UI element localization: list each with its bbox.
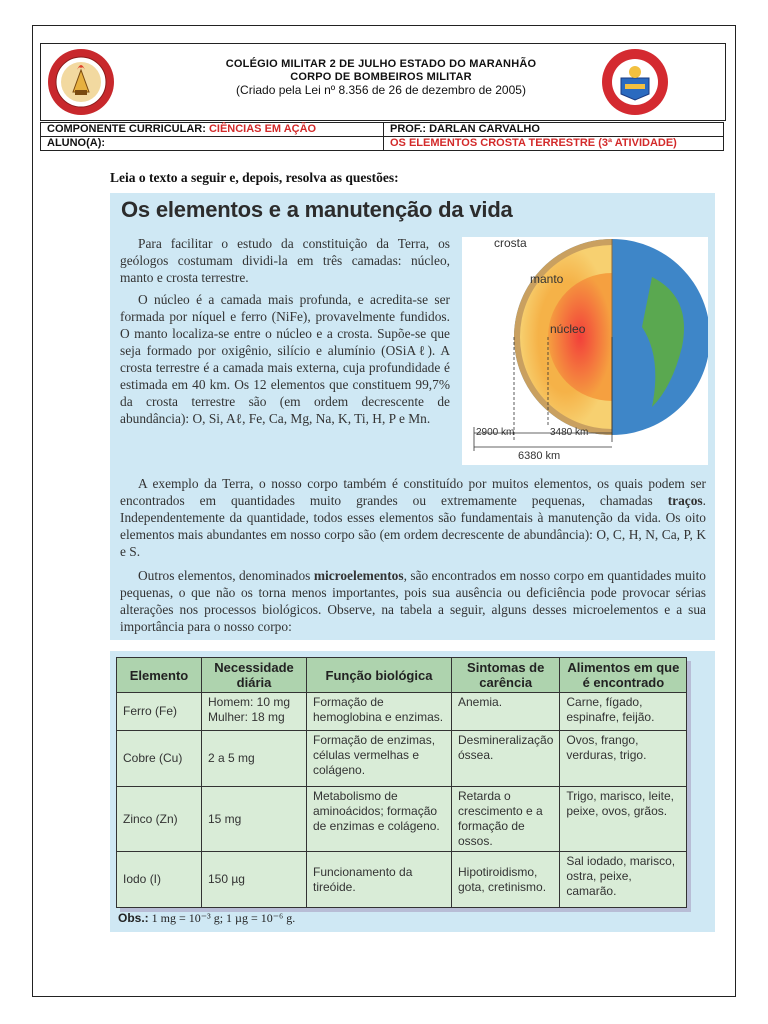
table-row: [117, 731, 687, 787]
paragraph-microelements: [120, 567, 706, 635]
p3-text-a: A exemplo da Terra, o nosso corpo também é constituído por muitos elementos, os quais podem ser encontrados em quantidades muito grandes ou extremamente pequenas, chamadas: [120, 476, 706, 508]
label-mantle: manto: [530, 272, 564, 286]
school-name: COLÉGIO MILITAR 2 DE JULHO ESTADO DO MARANHÃO: [225, 58, 537, 70]
table-row: [117, 693, 687, 731]
dimension-earth-radius: 6380 km: [518, 450, 561, 462]
article-panel: [110, 193, 715, 640]
cell-function: Formação de enzimas, células vermelhas e colágeno.: [307, 731, 452, 787]
school-header: [40, 43, 726, 121]
col-header-deficiency: Sintomas de carência: [452, 658, 560, 693]
cell-foods: Trigo, marisco, leite, peixe, ovos, grãos.: [560, 787, 687, 852]
cell-function: Metabolismo de aminoácidos; formação de enzimas e colágeno.: [307, 787, 452, 852]
curricular-component-value: CIÊNCIAS EM AÇÃO: [208, 123, 317, 135]
cell-daily-need: 15 mg: [202, 787, 307, 852]
cell-daily-need: Homem: 10 mg Mulher: 18 mg: [202, 693, 307, 731]
cell-deficiency: Retarda o crescimento e a formação de ossos.: [452, 787, 560, 852]
cell-foods: Sal iodado, marisco, ostra, peixe, camarão.: [560, 852, 687, 908]
curricular-component-label: COMPONENTE CURRICULAR:: [47, 123, 209, 135]
col-header-foods: Alimentos em que é encontrado: [560, 658, 687, 693]
p3-text-c: . Independentemente da quantidade, todos esses elementos são fundamentais à manutenção da vida. Os oito elementos mais abundantes em nosso corpo são (em ordem decrescente de abundância): O, C, H, N, Ca, P, K e S.: [120, 493, 706, 559]
cell-function: Funcionamento da tireóide.: [307, 852, 452, 908]
cell-foods: Ovos, frango, verduras, trigo.: [560, 731, 687, 787]
cell-element: Ferro (Fe): [117, 693, 202, 731]
activity-title: OS ELEMENTOS CROSTA TERRESTRE (3ª ATIVIDADE): [384, 137, 724, 151]
paragraph-core: O núcleo é a camada mais profunda, e acredita-se ser formada por níquel e ferro (NiFe), provavelmente fundidos. O manto localiza-se entre o núcleo e a crosta. Supõe-se que seja formado por oxigênio, silício e alumínio (OSiAℓ). A crosta terrestre é a camada mais externa, cuja profundidade é estimada em 40 km. Os 12 elementos que constituem 99,7% da crosta terrestre são (em ordem decrescente de abundância): O, Si, Aℓ, Fe, Ca, Mg, Na, K, Ti, H, P e Mn.: [120, 292, 450, 426]
earth-layers-diagram: [462, 237, 708, 465]
student-name-field[interactable]: ALUNO(A):: [41, 137, 384, 151]
cell-function: Formação de hemoglobina e enzimas.: [307, 693, 452, 731]
article-title: Os elementos e a manutenção da vida: [121, 197, 513, 222]
table-header-row: [117, 658, 687, 693]
label-core: núcleo: [550, 322, 586, 336]
table-row: [117, 787, 687, 852]
p4-text-a: Outros elementos, denominados: [138, 568, 314, 583]
table-panel: [110, 651, 715, 932]
p3-term-tracos: traços: [667, 493, 703, 508]
footnote-text: 1 mg = 10⁻³ g; 1 µg = 10⁻⁶ g.: [148, 911, 296, 925]
cell-element: Iodo (I): [117, 852, 202, 908]
paragraph-body-elements: [120, 475, 706, 560]
col-header-element: Elemento: [117, 658, 202, 693]
student-info-table: [40, 122, 724, 151]
cell-element: Cobre (Cu): [117, 731, 202, 787]
school-law: (Criado pela Lei nº 8.356 de 26 de dezembro de 2005): [236, 83, 526, 97]
teacher-cell: PROF.: DARLAN CARVALHO: [384, 123, 724, 137]
col-header-daily-need: Necessidade diária: [202, 658, 307, 693]
cell-deficiency: Hipotiroidismo, gota, cretinismo.: [452, 852, 560, 908]
cell-daily-need: 150 µg: [202, 852, 307, 908]
cell-deficiency: Desmineralização óssea.: [452, 731, 560, 787]
p4-term-microelementos: microelementos: [313, 568, 404, 583]
cell-deficiency: Anemia.: [452, 693, 560, 731]
military-college-seal-logo: [601, 48, 669, 116]
label-crust: crosta: [494, 237, 527, 250]
cell-element: Zinco (Zn): [117, 787, 202, 852]
cell-foods: Carne, fígado, espinafre, feijão.: [560, 693, 687, 731]
school-subtitle: CORPO DE BOMBEIROS MILITAR: [290, 71, 472, 83]
dimension-core-radius: 2900 km: [476, 427, 515, 438]
col-header-function: Função biológica: [307, 658, 452, 693]
dimension-mantle-thickness: 3480 km: [550, 427, 589, 438]
table-row: [117, 852, 687, 908]
instructions: Leia o texto a seguir e, depois, resolva as questões:: [110, 170, 399, 185]
paragraph-layers: Para facilitar o estudo da constituição da Terra, os geólogos costumam dividi-la em três camadas: núcleo, manto e crosta terrestre.: [120, 236, 450, 285]
table-footnote: [118, 911, 295, 926]
cell-daily-need: 2 a 5 mg: [202, 731, 307, 787]
footnote-label: Obs.:: [118, 911, 149, 925]
curricular-component-cell: [41, 123, 384, 137]
microelements-table: [116, 657, 687, 908]
fire-department-seal-logo: [47, 48, 115, 116]
p4-text-c: , são encontrados em nosso corpo em quantidades muito pequenas, o que não os torna menos importantes, pois sua ausência ou deficiência pode provocar sérias alterações nos processos biológicos. Observe, na tabela a seguir, alguns desses microelementos e a sua importância para o nosso corpo:: [120, 568, 706, 634]
